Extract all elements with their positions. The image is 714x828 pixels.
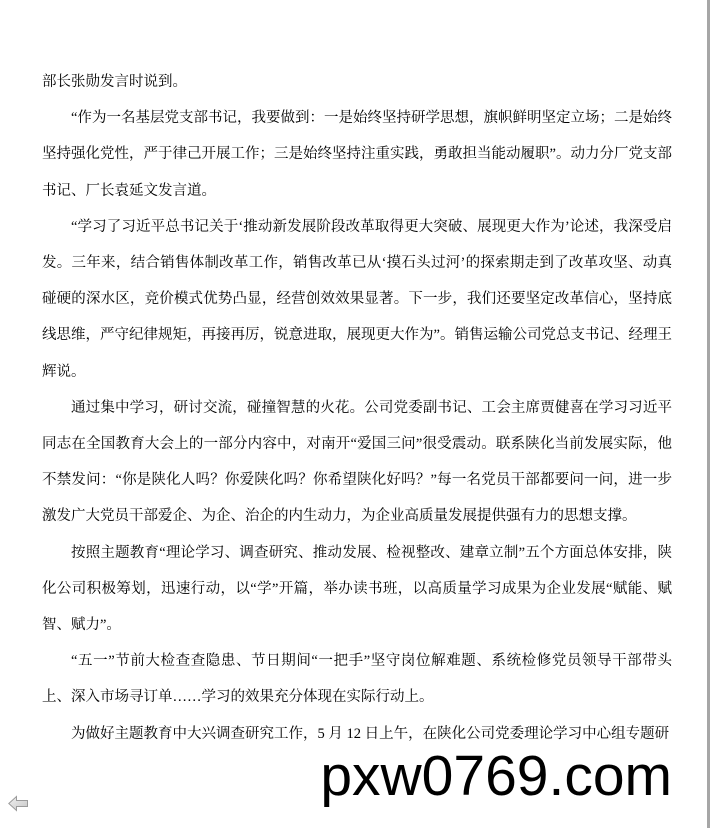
back-arrow-icon[interactable] <box>8 795 29 812</box>
paragraph: “学习了习近平总书记关于‘推动新发展阶段改革取得更大突破、展现更大作为’论述，我深受启发。三年来，结合销售体制改革工作，销售改革已从‘摸石头过河’的探索期走到了改革攻坚、动真碰硬的深水区，竞价模式优势凸显，经营创效效果显著。下一步，我们还要坚定改革信心，坚持底线思维，严守纪律规矩，再接再厉，锐意进取，展现更大作为”。销售运输公司党总支书记、经理王辉说。 <box>42 218 672 380</box>
paragraph: “五一”节前大检查查隐患、节日期间“一把手”坚守岗位解难题、系统检修党员领导干部带头上、深入市场寻订单……学习的效果充分体现在实际行动上。 <box>42 653 672 706</box>
page-right-edge-line <box>707 0 710 828</box>
paragraph: 为做好主题教育中大兴调查研究工作，5 月 12 日上午，在陕化公司党委理论学习中心组专题研 <box>71 725 670 742</box>
document-body <box>42 64 672 752</box>
paragraph: “作为一名基层党支部书记，我要做到：一是始终坚持研学思想，旗帜鲜明坚定立场；二是始终坚持强化党性，严于律己开展工作；三是始终坚持注重实践，勇敢担当能动履职”。动力分厂党支部书记、厂长袁延文发言道。 <box>42 110 672 199</box>
paragraph: 按照主题教育“理论学习、调查研究、推动发展、检视整改、建章立制”五个方面总体安排，陕化公司积极筹划，迅速行动，以“学”开篇，举办读书班，以高质量学习成果为企业发展“赋能、赋智、赋力”。 <box>42 544 672 634</box>
paragraph: 通过集中学习，研讨交流，碰撞智慧的火花。公司党委副书记、工会主席贾健喜在学习习近平同志在全国教育大会上的一部分内容中，对南开“爱国三问”很受震动。联系陕化当前发展实际，他不禁发问：“你是陕化人吗？你爱陕化吗？你希望陕化好吗？”每一名党员干部都要问一问，进一步激发广大党员干部爱企、为企、治企的内生动力，为企业高质量发展提供强有力的思想支撑。 <box>42 399 672 525</box>
paragraph: 部长张勋发言时说到。 <box>42 74 187 90</box>
watermark-text: pxw0769.com <box>320 744 672 808</box>
